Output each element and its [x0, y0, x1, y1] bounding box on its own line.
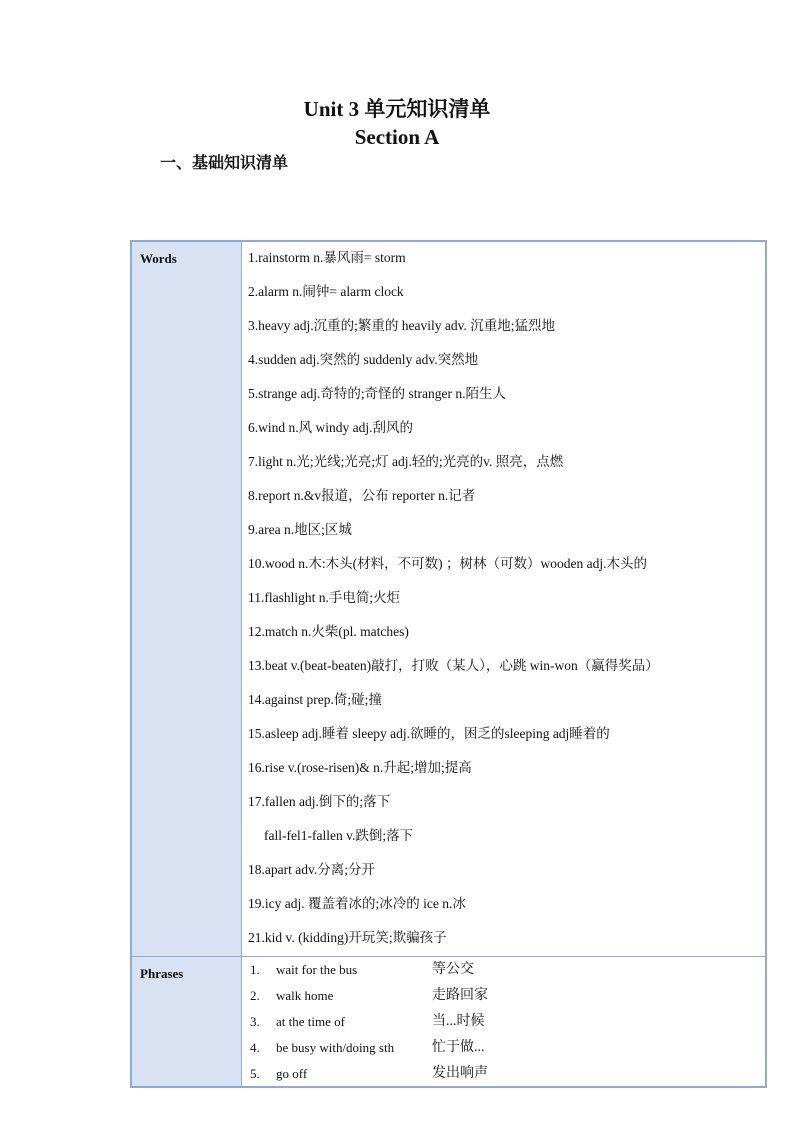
phrase-chinese: 发出响声	[432, 1066, 488, 1081]
phrases-label-cell	[132, 957, 242, 1086]
word-entry: 10.wood n.木:木头(材料，不可数) ；树林（可数）wooden adj.木头的	[248, 556, 647, 571]
word-entry: 9.area n.地区;区城	[248, 522, 352, 537]
phrase-chinese: 忙于做...	[432, 1040, 485, 1055]
word-entry-continuation: fall-fel1-fallen v.跌倒;落下	[264, 828, 414, 843]
words-list	[242, 242, 765, 957]
word-entry: 21.kid v. (kidding)开玩笑;欺骗孩子	[248, 930, 447, 945]
word-entry: 6.wind n.风 windy adj.刮风的	[248, 420, 413, 435]
word-entry: 2.alarm n.闹钟= alarm clock	[248, 284, 404, 299]
page-subtitle: Section A	[354, 125, 440, 149]
phrase-number: 2.	[250, 988, 260, 1003]
phrase-entry	[242, 1011, 765, 1037]
phrase-entry	[242, 959, 765, 985]
phrase-number: 4.	[250, 1040, 260, 1055]
phrase-entry	[242, 1063, 765, 1089]
phrases-label: Phrases	[140, 966, 184, 981]
phrase-number: 3.	[250, 1014, 260, 1029]
phrase-english: walk home	[276, 988, 334, 1003]
word-entry: 16.rise v.(rose-risen)& n.升起;增加;提高	[248, 760, 472, 775]
words-label: Words	[140, 251, 177, 266]
phrase-english: be busy with/doing sth	[276, 1040, 395, 1055]
phrase-chinese: 走路回家	[432, 988, 488, 1003]
section-heading: 一、基础知识清单	[160, 155, 289, 172]
word-entry: 4.sudden adj.突然的 suddenly adv.突然地	[248, 352, 479, 367]
word-entry: 13.beat v.(beat-beaten)敲打，打败（某人），心跳 win-won（赢得奖品）	[248, 658, 659, 673]
phrase-chinese: 当...时候	[432, 1014, 485, 1029]
word-entry: 8.report n.&v报道，公布 reporter n.记者	[248, 488, 476, 503]
phrase-english: go off	[276, 1066, 308, 1081]
word-entry: 3.heavy adj.沉重的;繁重的 heavily adv. 沉重地;猛烈地	[248, 318, 555, 333]
vocabulary-table	[130, 240, 767, 1088]
phrase-chinese: 等公交	[432, 962, 474, 977]
word-entry: 5.strange adj.奇特的;奇怪的 stranger n.陌生人	[248, 386, 506, 401]
word-entry: 18.apart adv.分离;分开	[248, 862, 375, 877]
word-entry: 17.fallen adj.倒下的;落下	[248, 794, 391, 809]
word-entry: 19.icy adj. 覆盖着冰的;冰冷的 ice n.冰	[248, 896, 466, 911]
word-entry: 12.match n.火柴(pl. matches)	[248, 624, 409, 639]
words-label-cell	[132, 242, 242, 957]
phrase-english: at the time of	[276, 1014, 345, 1029]
word-entry: 7.light n.光;光线;光亮;灯 adj.轻的;光亮的v. 照亮，点燃	[248, 454, 564, 469]
phrase-entry	[242, 985, 765, 1011]
phrase-entry	[242, 1037, 765, 1063]
phrase-number: 5.	[250, 1066, 260, 1081]
page-title: Unit 3 单元知识清单	[303, 97, 491, 121]
phrase-number: 1.	[250, 962, 260, 977]
phrase-english: wait for the bus	[276, 962, 358, 977]
phrases-list	[242, 957, 765, 1086]
word-entry: 15.asleep adj.睡着 sleepy adj.欲睡的，困乏的sleeping adj睡着的	[248, 726, 610, 741]
word-entry: 14.against prep.倚;碰;撞	[248, 692, 382, 707]
word-entry: 1.rainstorm n.暴风雨= storm	[248, 250, 406, 265]
word-entry: 11.flashlight n.手电简;火炬	[248, 590, 401, 605]
